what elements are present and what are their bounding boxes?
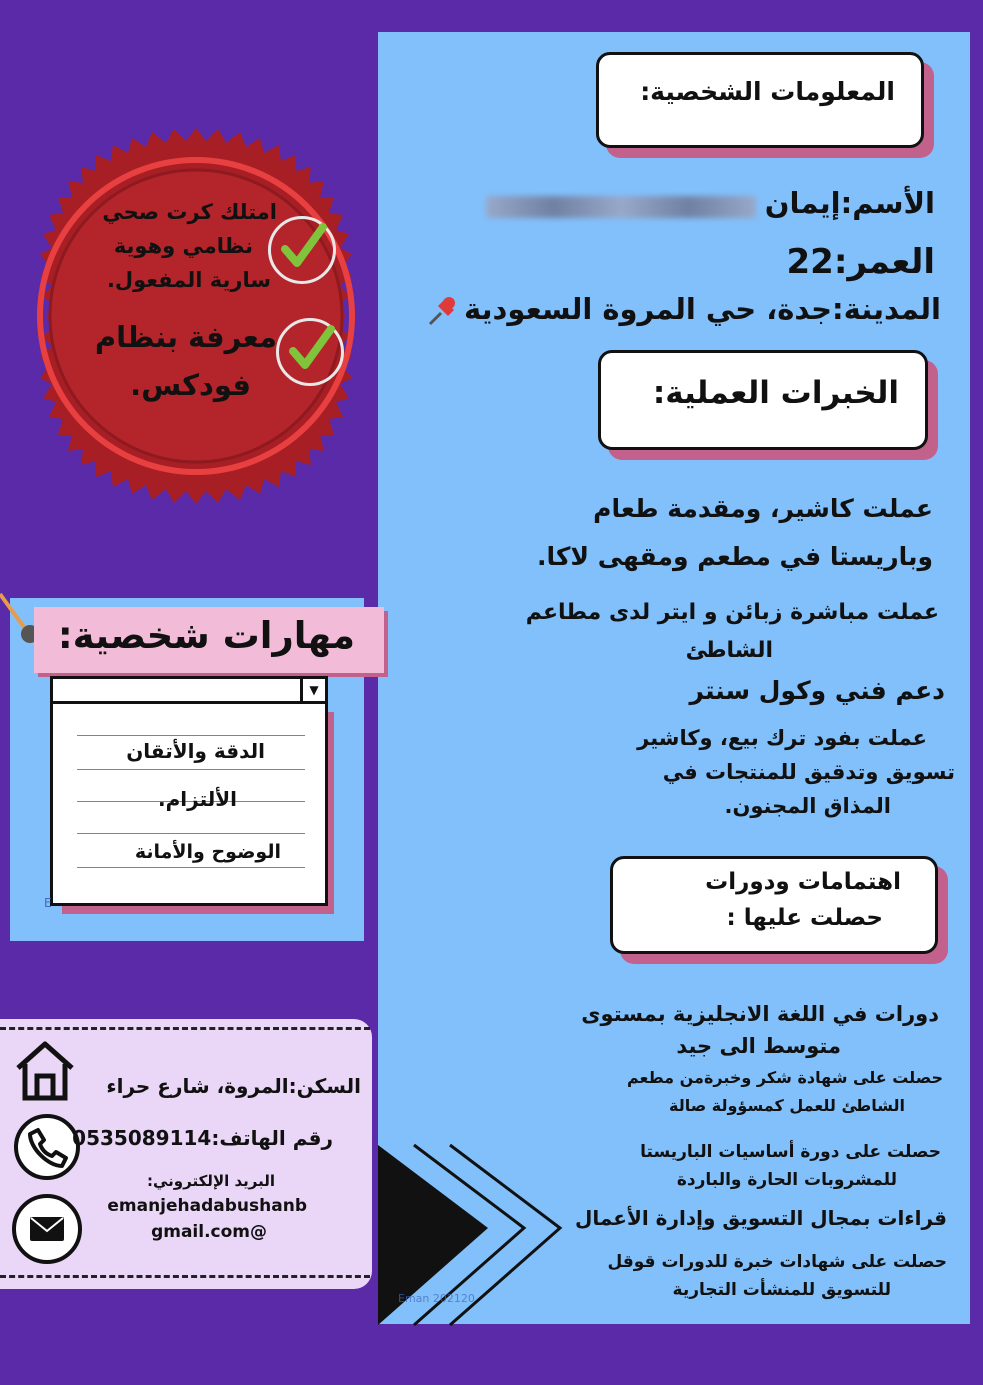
- phone-icon[interactable]: [14, 1114, 80, 1180]
- contact-address: السكن:المروة، شارع حراء: [106, 1074, 361, 1098]
- seal-line4: معرفة بنظام: [94, 320, 277, 354]
- exp-item1-line1: عملت كاشير، ومقدمة طعام: [593, 494, 933, 523]
- age-field: العمر:22: [786, 242, 935, 282]
- exp-item2-line2: الشاطئ: [685, 638, 773, 663]
- course2-line2: الشاطئ للعمل كمسؤولة صالة: [669, 1096, 905, 1115]
- skills-corner-tag: E: [44, 896, 52, 910]
- home-icon: [12, 1038, 78, 1104]
- seal-line5: فودكس.: [130, 368, 251, 402]
- skill-divider: [77, 735, 305, 736]
- contact-email-line1[interactable]: emanjehadabushanb: [107, 1196, 307, 1216]
- course3-line2: للمشروبات الحارة والباردة: [676, 1170, 897, 1190]
- interests-title-line2: حصلت عليها :: [726, 905, 883, 931]
- personal-info-header: [596, 52, 924, 148]
- experience-title: الخبرات العملية:: [652, 375, 899, 411]
- exp-item4-line1: عملت بفود ترك بيع، وكاشير: [637, 726, 927, 750]
- contact-phone[interactable]: رقم الهاتف:0535089114: [72, 1126, 333, 1150]
- skill-item: الوضوح والأمانة: [134, 841, 281, 863]
- dashed-border-bottom: [0, 1275, 370, 1278]
- city-field: المدينة:جدة، حي المروة السعودية: [464, 292, 941, 326]
- seal-badge: [6, 126, 386, 506]
- interests-title-line1: اهتمامات ودورات: [705, 869, 901, 895]
- course5-line2: للتسويق للمنشأت التجارية: [672, 1280, 891, 1300]
- seal-line1: امتلك كرت صحي: [102, 200, 277, 224]
- exp-item1-line2: وباريستا في مطعم ومقهى لاكا.: [537, 542, 933, 571]
- skills-title: مهارات شخصية:: [57, 614, 355, 657]
- mail-icon[interactable]: [12, 1194, 82, 1264]
- dropdown-arrow-icon[interactable]: ▼: [300, 679, 325, 701]
- course4: قراءات بمجال التسويق وإدارة الأعمال: [575, 1206, 947, 1230]
- name-blur: [486, 196, 756, 218]
- contact-email-line2[interactable]: @gmail.com: [151, 1222, 267, 1242]
- course1-line2: متوسط الى جيد: [676, 1034, 841, 1058]
- exp-item4-line3: المذاق المجنون.: [724, 794, 891, 818]
- dashed-border-top: [0, 1027, 370, 1030]
- watermark: Eman 202120: [398, 1292, 475, 1305]
- seal-line2: نظامي وهوية: [113, 234, 253, 258]
- course2-line1: حصلت على شهادة شكر وخبرةمن مطعم: [627, 1068, 943, 1087]
- check-icon: [268, 216, 336, 284]
- interests-header: [610, 856, 938, 954]
- seal-line3: سارية المفعول.: [106, 268, 271, 292]
- skill-item: الألتزام.: [158, 787, 237, 811]
- exp-item2-line1: عملت مباشرة زبائن و ايتر لدى مطاعم: [525, 600, 939, 625]
- skill-divider: [77, 769, 305, 770]
- skill-divider: [77, 833, 305, 834]
- skill-divider: [77, 867, 305, 868]
- skills-window-bar: [53, 679, 325, 704]
- contact-email-label: البريد الإلكتروني:: [147, 1172, 275, 1190]
- course1-line1: دورات في اللغة الانجليزية بمستوى: [581, 1002, 939, 1026]
- skill-item: الدقة والأتقان: [126, 739, 265, 763]
- check-icon: [276, 318, 344, 386]
- skills-window: [50, 676, 328, 906]
- name-field: الأسم:إيمان: [764, 186, 935, 220]
- course3-line1: حصلت على دورة أساسيات الباريستا: [640, 1142, 941, 1162]
- course5-line1: حصلت على شهادات خبرة للدورات قوقل: [607, 1252, 947, 1272]
- pushpin-icon: [424, 294, 460, 330]
- personal-info-title: المعلومات الشخصية:: [640, 77, 895, 106]
- experience-header: [598, 350, 928, 450]
- exp-item4-line2: تسويق وتدقيق للمنتجات في: [662, 760, 955, 784]
- exp-item3: دعم فني وكول سنتر: [689, 676, 945, 705]
